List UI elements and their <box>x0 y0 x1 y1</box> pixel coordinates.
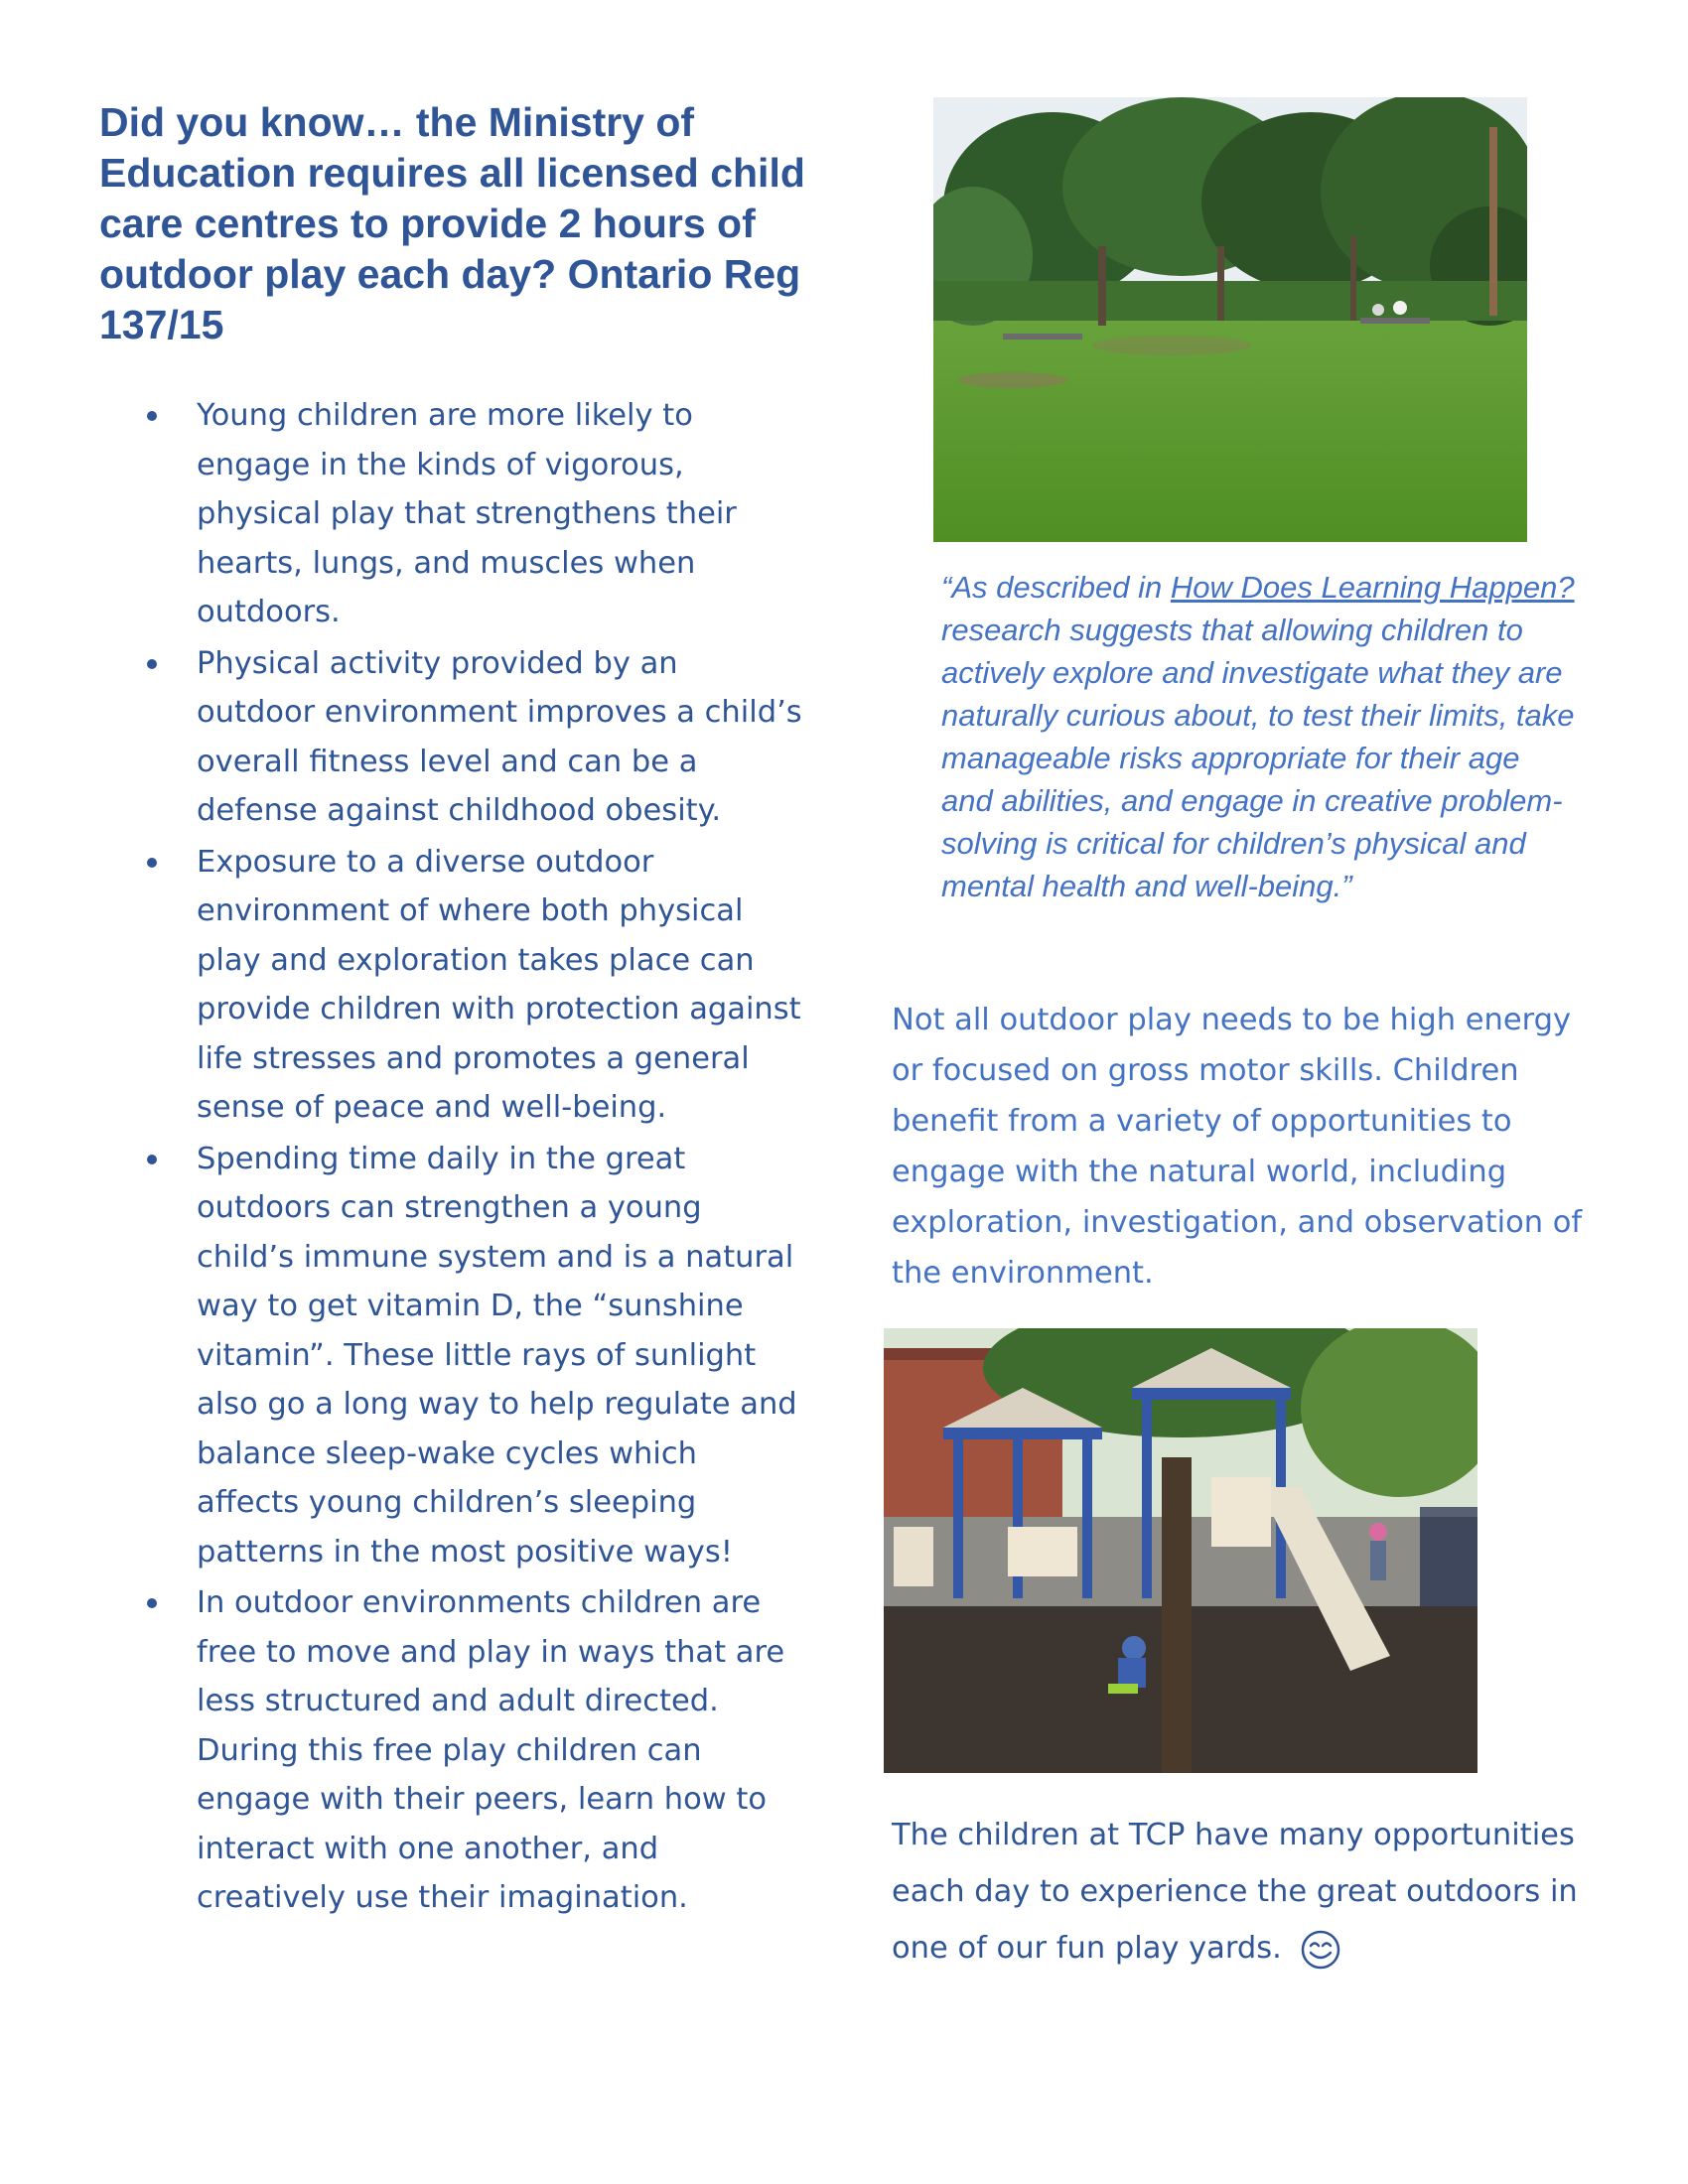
list-item-text: Physical activity provided by an outdoor environment improves a child’s overall fitness level and can be a defense against childhood obesity. <box>197 645 802 828</box>
bullet-icon <box>147 659 157 669</box>
list-item <box>147 838 802 1133</box>
list-item <box>147 1578 802 1923</box>
list-item <box>147 639 802 836</box>
curriculum-quote <box>941 566 1577 907</box>
bullet-icon <box>147 1598 157 1608</box>
benefits-list <box>147 391 802 1925</box>
list-item <box>147 1135 802 1577</box>
quote-prefix: “As described in <box>941 570 1171 605</box>
tcp-paragraph <box>892 1807 1607 1977</box>
list-item-text: Young children are more likely to engage in the kinds of vigorous, physical play that strengthens their hearts, lungs, and muscles when outdoors. <box>197 398 737 629</box>
bullet-icon <box>147 411 157 421</box>
bullet-icon <box>147 858 157 868</box>
page-heading: Did you know… the Ministry of Education requires all licensed child care centres to provide 2 hours of outdoor play each day? Ontario Reg 137/15 <box>99 99 805 347</box>
smiley-face-icon <box>1300 1929 1341 1971</box>
how-does-learning-happen-link[interactable]: How Does Learning Happen? <box>1170 570 1575 605</box>
list-item-text: In outdoor environments children are free to move and play in ways that are less structured and adult directed. During this free play children can engage with their peers, learn how to interact with one another, and creatively use their imagination. <box>197 1585 785 1915</box>
quote-suffix: research suggests that allowing children to actively explore and investigate what they are naturally curious about, to test their limits, take manageable risks appropriate for their age and abilities, and engage in creative problem-solving is critical for children’s physical and mental health and well-being.” <box>941 613 1575 903</box>
list-item <box>147 391 802 637</box>
play-yard-photo-trees <box>933 97 1527 542</box>
outdoor-play-paragraph: Not all outdoor play needs to be high energy or focused on gross motor skills. Children benefit from a variety of opportunities to engage with the natural world, including exploration, investigation, and observation of the environment. <box>892 1003 1583 1291</box>
playground-photo <box>884 1328 1477 1773</box>
list-item-text: Exposure to a diverse outdoor environment of where both physical play and exploration takes place can provide children with protection against life stresses and promotes a general sense of peace and well-being. <box>197 844 801 1125</box>
list-item-text: Spending time daily in the great outdoors can strengthen a young child’s immune system and is a natural way to get vitamin D, the “sunshine vitamin”. These little rays of sunlight also go a long way to help regulate and balance sleep-wake cycles which affects young children’s sleeping patterns in the most positive ways! <box>197 1141 797 1570</box>
tcp-paragraph-text: The children at TCP have many opportunities each day to experience the great outdoors in one of our fun play yards. <box>892 1818 1578 1966</box>
bullet-icon <box>147 1155 157 1164</box>
